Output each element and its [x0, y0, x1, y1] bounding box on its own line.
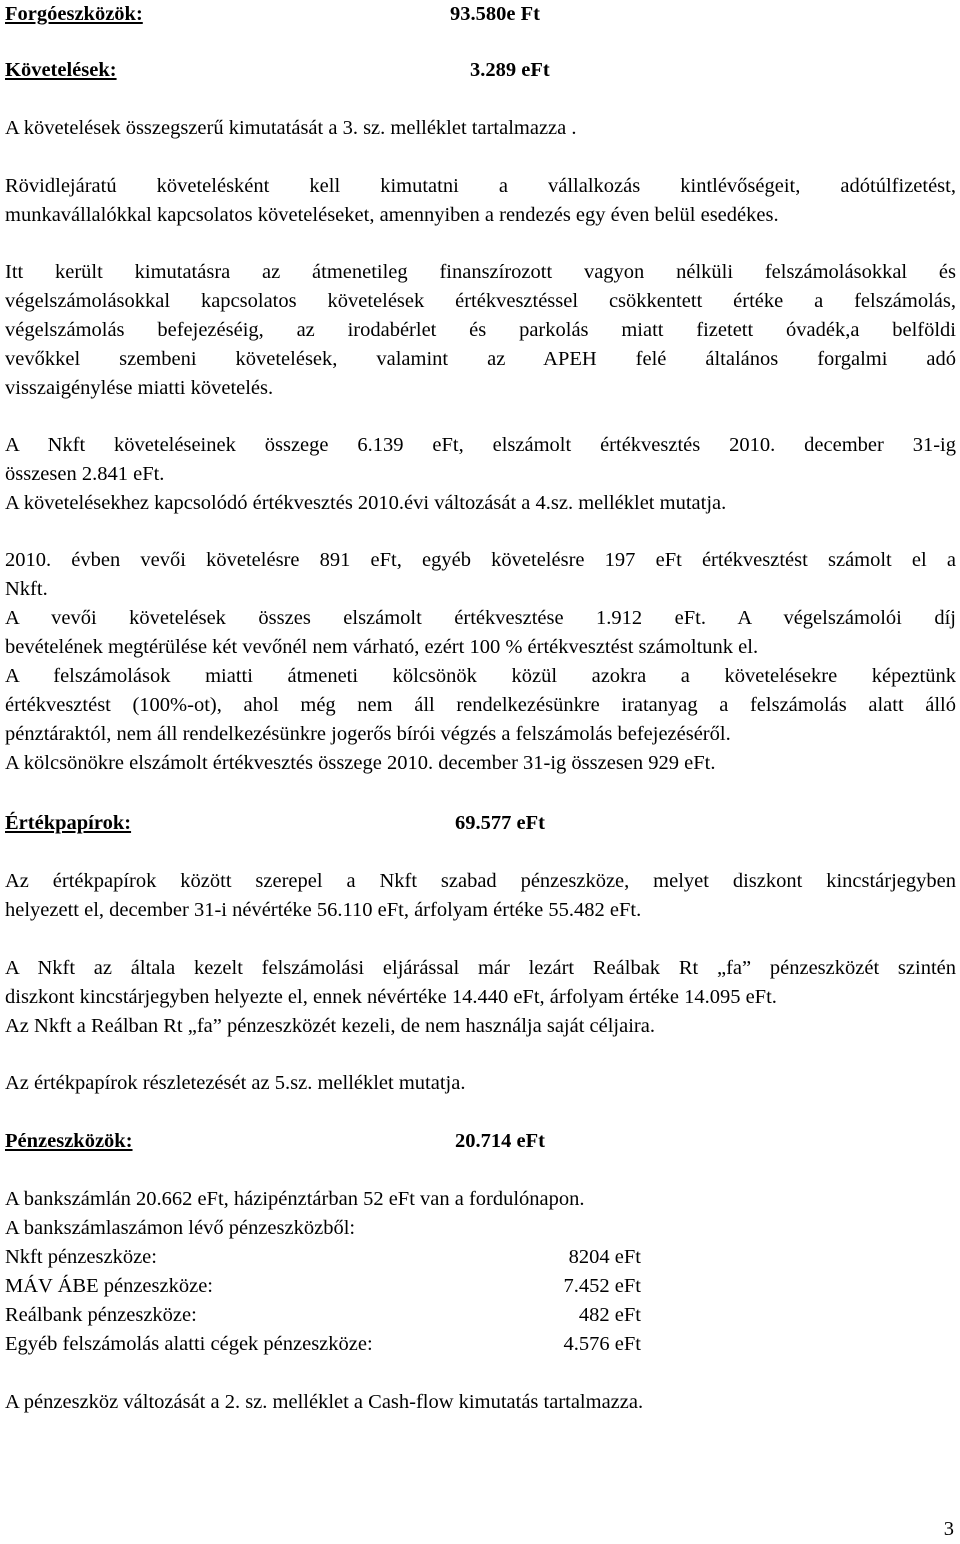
- item-value: 482 eFt: [578, 1304, 641, 1326]
- paragraph-line: bevételének megtérülése két vevőnél nem várható, ezért 100 % értékvesztést számoltunk el.: [5, 636, 759, 658]
- paragraph-line: A felszámolások miatti átmeneti kölcsönök közül azokra a követelésekre képeztünk: [5, 665, 956, 687]
- paragraph-line: Itt került kimutatásra az átmenetileg finanszírozott vagyon nélküli felszámolásokkal és: [5, 261, 956, 283]
- item-value: 8204 eFt: [568, 1246, 641, 1268]
- paragraph-line: A kölcsönökre elszámolt értékvesztés összege 2010. december 31-ig összesen 929 eFt.: [5, 752, 716, 774]
- heading-kovetelesek: Követelések:: [5, 59, 117, 81]
- paragraph-line: végelszámolás befejezéséig, az irodabérlet és parkolás miatt fizetett óvadék,a belföldi: [5, 319, 956, 341]
- item-label: Reálbank pénzeszköze:: [5, 1304, 197, 1326]
- paragraph-line: Az értékpapírok között szerepel a Nkft szabad pénzeszköze, melyet diszkont kincstárjegyben: [5, 870, 956, 892]
- paragraph-line: A követelések összegszerű kimutatását a 3. sz. melléklet tartalmazza .: [5, 117, 577, 139]
- paragraph-line: munkavállalókkal kapcsolatos követeléseket, amennyiben a rendezés egy éven belül esedékes.: [5, 204, 779, 226]
- paragraph-line: vevőkkel szembeni követelések, valamint az APEH felé általános forgalmi adó: [5, 348, 956, 370]
- paragraph-line: A bankszámlaszámon lévő pénzeszközből:: [5, 1217, 356, 1239]
- paragraph-line: visszaigénylése miatti követelés.: [5, 377, 274, 399]
- amount-kovetelesek: 3.289 eFt: [470, 59, 550, 81]
- paragraph-line: Rövidlejáratú követelésként kell kimutatni a vállalkozás kintlévőségeit, adótúlfizetést,: [5, 175, 956, 197]
- paragraph-line: A követelésekhez kapcsolódó értékvesztés 2010.évi változását a 4.sz. melléklet mutatja.: [5, 492, 727, 514]
- paragraph-line: A Nkft követeléseinek összege 6.139 eFt, elszámolt értékvesztés 2010. december 31-ig: [5, 434, 956, 456]
- paragraph-line: 2010. évben vevői követelésre 891 eFt, egyéb követelésre 197 eFt értékvesztést számolt el a: [5, 549, 956, 571]
- paragraph-line: Az értékpapírok részletezését az 5.sz. melléklet mutatja.: [5, 1072, 466, 1094]
- paragraph-line: Az Nkft a Reálban Rt „fa” pénzeszközét kezeli, de nem használja saját céljaira.: [5, 1015, 655, 1037]
- heading-penzeszkozok: Pénzeszközök:: [5, 1130, 133, 1152]
- heading-forgoeszkozok: Forgóeszközök:: [5, 3, 143, 25]
- paragraph-line: végelszámolásokkal kapcsolatos követelések értékvesztéssel csökkentett értéke a felszámolás,: [5, 290, 956, 312]
- paragraph-line: pénztáraktól, nem áll rendelkezésünkre jogerős bírói végzés a felszámolás befejezéséről.: [5, 723, 731, 745]
- item-value: 4.576 eFt: [563, 1333, 641, 1355]
- item-label: MÁV ÁBE pénzeszköze:: [5, 1275, 213, 1297]
- item-label: Nkft pénzeszköze:: [5, 1246, 157, 1268]
- paragraph-line: A bankszámlán 20.662 eFt, házipénztárban 52 eFt van a fordulónapon.: [5, 1188, 585, 1210]
- paragraph-line: A vevői követelések összes elszámolt értékvesztése 1.912 eFt. A végelszámolói díj: [5, 607, 956, 629]
- paragraph-line: diszkont kincstárjegyben helyezte el, ennek névértéke 14.440 eFt, árfolyam értéke 14.095 eFt.: [5, 986, 777, 1008]
- paragraph-line: A pénzeszköz változását a 2. sz. melléklet a Cash-flow kimutatás tartalmazza.: [5, 1391, 644, 1413]
- page-number: 3: [943, 1518, 954, 1540]
- paragraph-line: A Nkft az általa kezelt felszámolási eljárással már lezárt Reálbak Rt „fa” pénzeszközét szintén: [5, 957, 956, 979]
- item-label: Egyéb felszámolás alatti cégek pénzeszköze:: [5, 1333, 373, 1355]
- paragraph-line: helyezett el, december 31-i névértéke 56.110 eFt, árfolyam értéke 55.482 eFt.: [5, 899, 642, 921]
- amount-ertekpapirok: 69.577 eFt: [455, 812, 545, 834]
- paragraph-line: értékvesztést (100%-ot), ahol még nem áll rendelkezésünkre iratanyag a felszámolás alatt álló: [5, 694, 956, 716]
- amount-penzeszkozok: 20.714 eFt: [455, 1130, 545, 1152]
- paragraph-line: összesen 2.841 eFt.: [5, 463, 165, 485]
- paragraph-line: Nkft.: [5, 578, 48, 600]
- amount-forgoeszkozok: 93.580e Ft: [450, 3, 540, 25]
- item-value: 7.452 eFt: [563, 1275, 641, 1297]
- heading-ertekpapirok: Értékpapírok:: [5, 812, 132, 834]
